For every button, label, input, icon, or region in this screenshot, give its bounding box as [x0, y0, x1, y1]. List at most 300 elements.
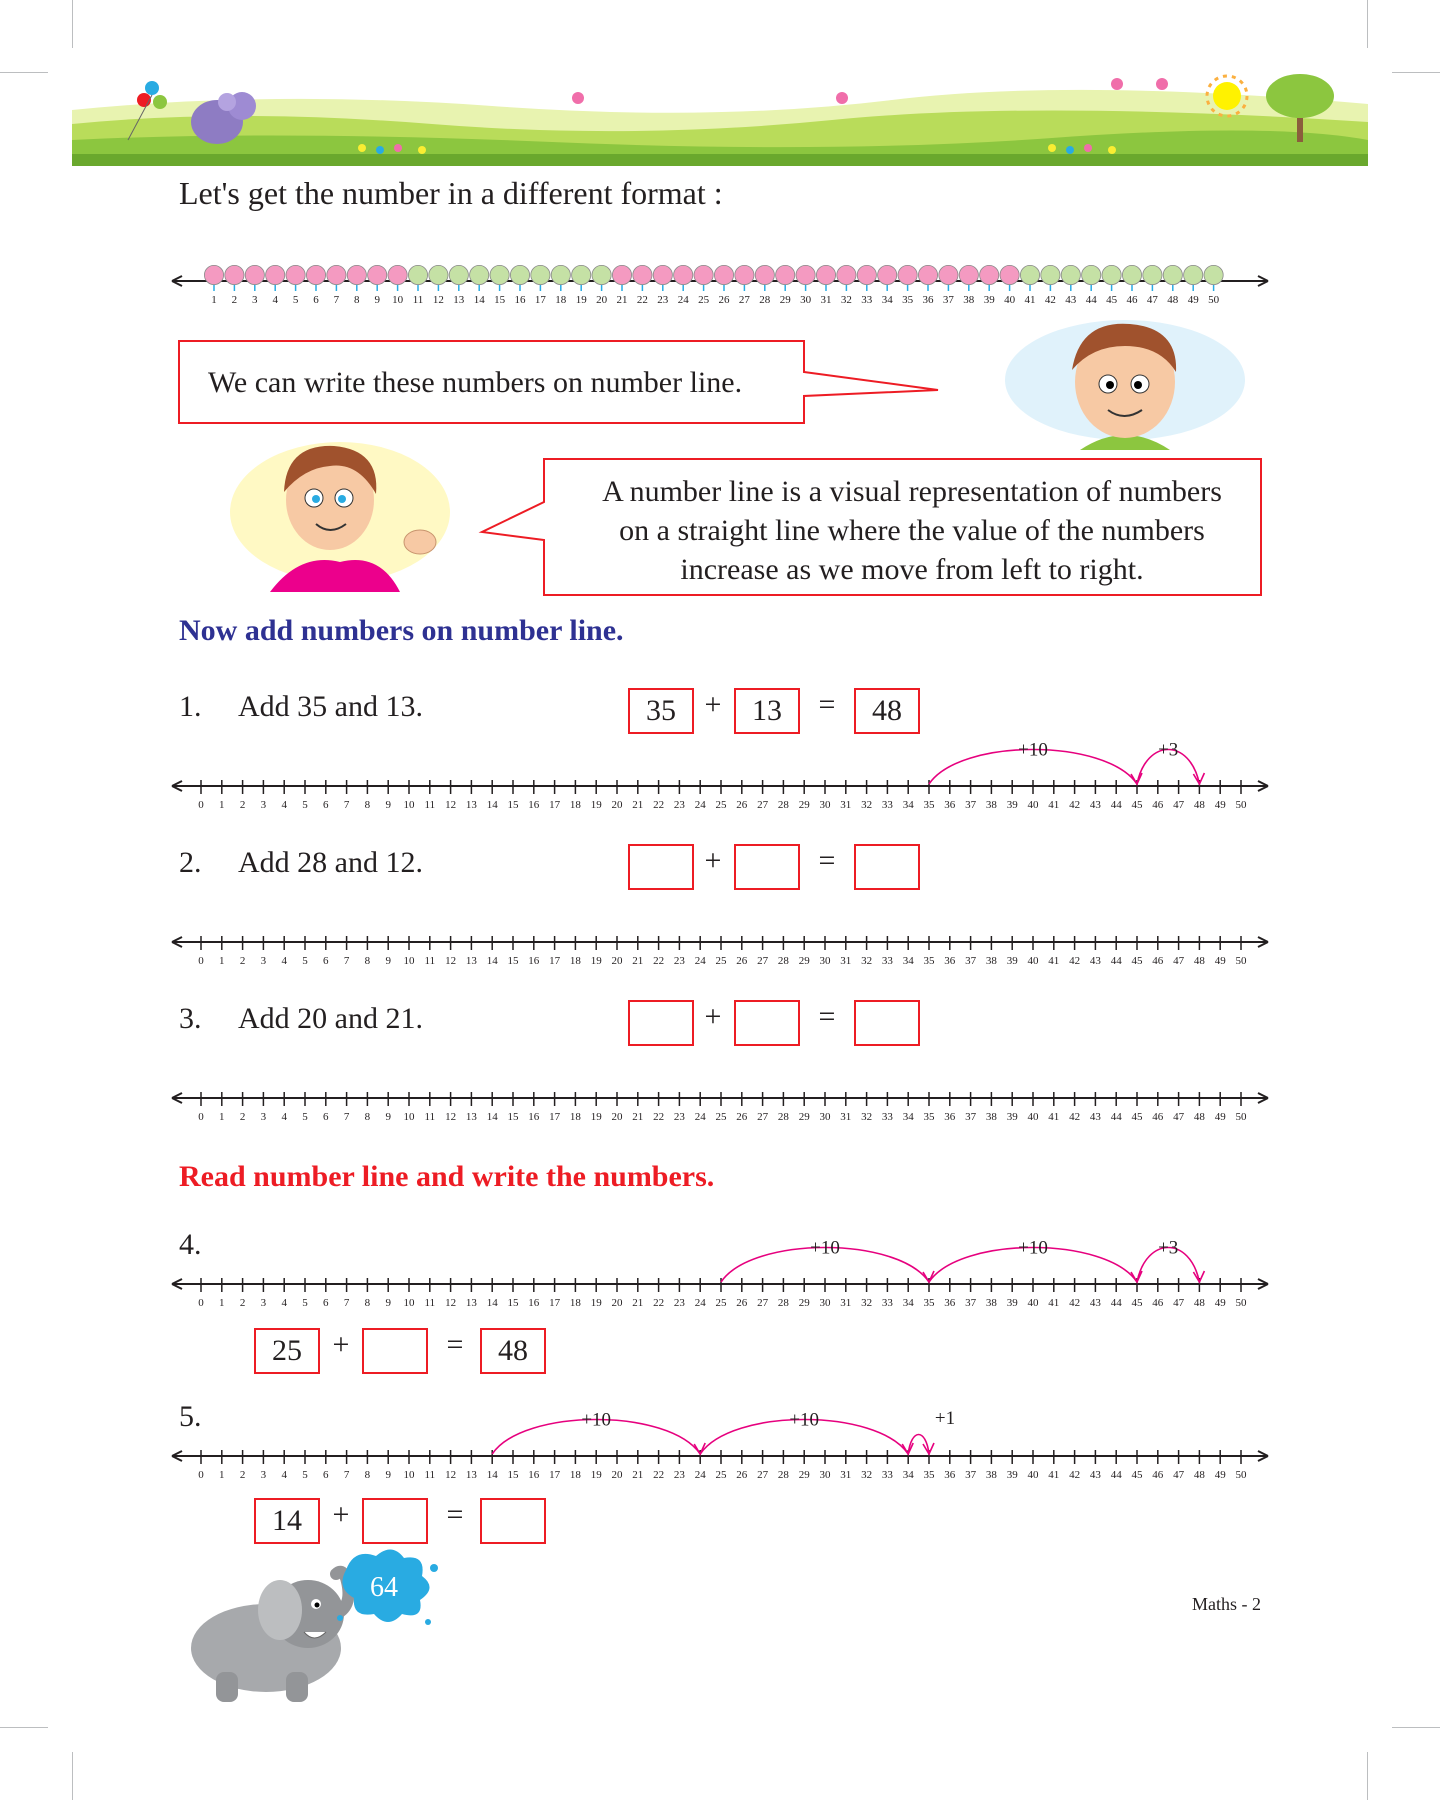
question-5-number: 5. [179, 1400, 202, 1433]
q3-number-line [170, 1072, 1270, 1132]
tick-label-30: 30 [819, 955, 831, 967]
question-3-text: Add 20 and 21. [238, 1002, 423, 1035]
bead-label-43: 43 [1065, 294, 1077, 306]
bead-47 [1143, 265, 1162, 284]
tick-label-46: 46 [1152, 799, 1164, 811]
tick-label-31: 31 [840, 1297, 852, 1309]
tick-label-48: 48 [1193, 799, 1205, 811]
tick-label-12: 12 [445, 1297, 457, 1309]
girl-speech-line-2: on a straight line where the value of the numbers [619, 514, 1205, 547]
tick-label-11: 11 [424, 955, 436, 967]
tick-label-19: 19 [590, 799, 602, 811]
tick-label-20: 20 [611, 955, 623, 967]
q2-addend-b-box[interactable] [734, 844, 800, 890]
tick-label-37: 37 [965, 1469, 977, 1481]
tick-label-38: 38 [985, 1111, 997, 1123]
tick-label-43: 43 [1089, 955, 1101, 967]
tick-label-13: 13 [465, 799, 477, 811]
tick-label-15: 15 [507, 1111, 519, 1123]
tick-label-1: 1 [219, 799, 225, 811]
q5-number-line [170, 1408, 1270, 1490]
bead-15 [490, 265, 509, 284]
tick-label-22: 22 [653, 1111, 665, 1123]
q3-plus-sign: + [704, 1000, 722, 1033]
bead-46 [1122, 265, 1141, 284]
tick-label-0: 0 [198, 1297, 204, 1309]
tick-label-35: 35 [923, 799, 935, 811]
bead-21 [612, 265, 631, 284]
tick-label-32: 32 [861, 955, 873, 967]
tick-label-42: 42 [1069, 799, 1081, 811]
tick-label-48: 48 [1193, 1297, 1205, 1309]
tick-label-44: 44 [1110, 799, 1122, 811]
q2-sum-box[interactable] [854, 844, 920, 890]
tick-label-30: 30 [819, 1469, 831, 1481]
tick-label-9: 9 [385, 799, 391, 811]
bead-label-3: 3 [252, 294, 258, 306]
tick-label-5: 5 [302, 1469, 308, 1481]
tick-label-18: 18 [569, 1297, 581, 1309]
tick-label-8: 8 [364, 955, 371, 967]
tick-label-41: 41 [1048, 955, 1060, 967]
tick-label-31: 31 [840, 1111, 852, 1123]
tick-label-7: 7 [343, 1297, 350, 1309]
tick-label-10: 10 [403, 1111, 415, 1123]
bead-label-32: 32 [840, 294, 852, 306]
tick-label-33: 33 [881, 955, 893, 967]
tick-label-44: 44 [1110, 1111, 1122, 1123]
tick-label-20: 20 [611, 1111, 623, 1123]
bead-49 [1184, 265, 1203, 284]
bead-39 [980, 265, 999, 284]
q3-addend-b-box[interactable] [734, 1000, 800, 1046]
tick-label-22: 22 [653, 1469, 665, 1481]
q4-number-line [170, 1237, 1270, 1318]
tick-label-19: 19 [590, 1297, 602, 1309]
tick-label-16: 16 [528, 1297, 540, 1309]
q1-sum-box[interactable]: 48 [854, 688, 920, 734]
bead-13 [449, 265, 468, 284]
bead-label-39: 39 [983, 294, 995, 306]
tick-label-29: 29 [798, 1111, 810, 1123]
tick-label-34: 34 [902, 1111, 914, 1123]
tick-label-1: 1 [219, 1469, 225, 1481]
bead-12 [429, 265, 448, 284]
q5-sum-box[interactable] [480, 1498, 546, 1544]
tick-label-44: 44 [1110, 1297, 1122, 1309]
tick-label-43: 43 [1089, 1469, 1101, 1481]
tick-label-16: 16 [528, 955, 540, 967]
tick-label-42: 42 [1069, 1111, 1081, 1123]
tick-label-38: 38 [985, 955, 997, 967]
tick-label-21: 21 [632, 1297, 644, 1309]
bead-label-7: 7 [333, 294, 340, 306]
tick-label-46: 46 [1152, 1469, 1164, 1481]
tick-label-27: 27 [757, 1297, 769, 1309]
q4-plus-sign: + [332, 1328, 350, 1361]
tick-label-2: 2 [239, 799, 246, 811]
q1-addend-b-box[interactable]: 13 [734, 688, 800, 734]
bead-36 [918, 265, 937, 284]
tick-label-0: 0 [198, 799, 204, 811]
bead-label-48: 48 [1167, 294, 1179, 306]
q4-addend-a-box[interactable]: 25 [254, 1328, 320, 1374]
tick-label-24: 24 [694, 799, 706, 811]
tick-label-36: 36 [944, 955, 956, 967]
question-1-number: 1. [179, 690, 202, 723]
tick-label-5: 5 [302, 1297, 308, 1309]
tick-label-11: 11 [424, 1111, 436, 1123]
tick-label-3: 3 [260, 1111, 267, 1123]
tick-label-12: 12 [445, 799, 457, 811]
bead-43 [1061, 265, 1080, 284]
bead-label-34: 34 [881, 294, 893, 306]
tick-label-1: 1 [219, 1297, 225, 1309]
bead-label-11: 11 [412, 294, 424, 306]
tick-label-8: 8 [364, 1469, 371, 1481]
tick-label-49: 49 [1214, 1469, 1226, 1481]
tick-label-25: 25 [715, 1469, 727, 1481]
tick-label-42: 42 [1069, 955, 1081, 967]
tick-label-34: 34 [902, 799, 914, 811]
tick-label-6: 6 [323, 799, 329, 811]
bead-18 [551, 265, 570, 284]
tick-label-10: 10 [403, 1297, 415, 1309]
tick-label-27: 27 [757, 1469, 769, 1481]
bead-label-24: 24 [677, 294, 689, 306]
tick-label-20: 20 [611, 799, 623, 811]
tick-label-25: 25 [715, 1297, 727, 1309]
question-2-number: 2. [179, 846, 202, 879]
tick-label-33: 33 [881, 1297, 893, 1309]
girl-speech-line-1: A number line is a visual representation of numbers [602, 475, 1222, 508]
bead-32 [837, 265, 856, 284]
bead-label-9: 9 [374, 294, 380, 306]
tick-label-41: 41 [1048, 1469, 1060, 1481]
tick-label-23: 23 [673, 1469, 685, 1481]
bead-label-31: 31 [820, 294, 832, 306]
tick-label-17: 17 [549, 1111, 561, 1123]
q5-plus-sign: + [332, 1498, 350, 1531]
boy-speech-bubble [178, 340, 938, 424]
tick-label-37: 37 [965, 955, 977, 967]
bead-label-21: 21 [616, 294, 628, 306]
question-2-text: Add 28 and 12. [238, 846, 423, 879]
tick-label-40: 40 [1027, 799, 1039, 811]
tick-label-2: 2 [239, 1297, 246, 1309]
girl-speech-line-3: increase as we move from left to right. [680, 553, 1144, 586]
bead-label-38: 38 [963, 294, 975, 306]
tick-label-14: 14 [486, 955, 498, 967]
tick-label-29: 29 [798, 1469, 810, 1481]
tick-label-49: 49 [1214, 955, 1226, 967]
bead-29 [776, 265, 795, 284]
bead-31 [816, 265, 835, 284]
tick-label-15: 15 [507, 799, 519, 811]
q5-addend-a-box[interactable]: 14 [254, 1498, 320, 1544]
bead-8 [347, 265, 366, 284]
tick-label-45: 45 [1131, 799, 1143, 811]
tick-label-18: 18 [569, 955, 581, 967]
tick-label-12: 12 [445, 1469, 457, 1481]
tick-label-48: 48 [1193, 1469, 1205, 1481]
q2-number-line [170, 916, 1270, 976]
tick-label-7: 7 [343, 1469, 350, 1481]
tick-label-16: 16 [528, 1111, 540, 1123]
tick-label-49: 49 [1214, 799, 1226, 811]
tick-label-35: 35 [923, 1469, 935, 1481]
tick-label-26: 26 [736, 955, 748, 967]
tick-label-44: 44 [1110, 1469, 1122, 1481]
tick-label-37: 37 [965, 1111, 977, 1123]
bead-22 [633, 265, 652, 284]
elephant-page-number-illustration [176, 1548, 456, 1708]
tick-label-27: 27 [757, 1111, 769, 1123]
bead-label-15: 15 [494, 294, 506, 306]
tick-label-47: 47 [1173, 1297, 1185, 1309]
bead-number-line [170, 255, 1270, 315]
q1-addend-a-box[interactable]: 35 [628, 688, 694, 734]
bead-label-5: 5 [292, 294, 299, 306]
q3-equals-sign: = [818, 1000, 836, 1033]
tick-label-42: 42 [1069, 1297, 1081, 1309]
bead-label-28: 28 [759, 294, 771, 306]
tick-label-38: 38 [985, 1297, 997, 1309]
bead-label-35: 35 [902, 294, 914, 306]
bead-label-42: 42 [1044, 294, 1056, 306]
tick-label-28: 28 [777, 1469, 789, 1481]
bead-20 [592, 265, 611, 284]
tick-label-39: 39 [1006, 1111, 1018, 1123]
tick-label-18: 18 [569, 799, 581, 811]
bead-33 [857, 265, 876, 284]
tick-label-3: 3 [260, 799, 267, 811]
bead-4 [266, 265, 285, 284]
tick-label-28: 28 [777, 799, 789, 811]
bead-42 [1041, 265, 1060, 284]
tick-label-50: 50 [1235, 955, 1247, 967]
question-1-text: Add 35 and 13. [238, 690, 423, 723]
q5-equals-sign: = [446, 1498, 464, 1531]
tick-label-8: 8 [364, 1111, 371, 1123]
tick-label-17: 17 [549, 799, 561, 811]
q2-addend-a-box[interactable] [628, 844, 694, 890]
tick-label-29: 29 [798, 955, 810, 967]
bead-26 [714, 265, 733, 284]
tick-label-4: 4 [281, 955, 287, 967]
tick-label-4: 4 [281, 1469, 287, 1481]
elephant-icon [191, 1572, 348, 1702]
jump-label-2: +3 [1158, 1237, 1179, 1259]
tick-label-13: 13 [465, 955, 477, 967]
tick-label-7: 7 [343, 1111, 350, 1123]
tick-label-34: 34 [902, 955, 914, 967]
bead-23 [653, 265, 672, 284]
tick-label-48: 48 [1193, 955, 1205, 967]
tick-label-45: 45 [1131, 1297, 1143, 1309]
tick-label-39: 39 [1006, 799, 1018, 811]
tick-label-30: 30 [819, 1297, 831, 1309]
jump-label-0: +10 [1018, 739, 1048, 761]
tick-label-23: 23 [673, 955, 685, 967]
tick-label-33: 33 [881, 1111, 893, 1123]
bead-label-29: 29 [779, 294, 791, 306]
tick-label-43: 43 [1089, 1111, 1101, 1123]
tick-label-2: 2 [239, 1469, 246, 1481]
bead-label-47: 47 [1146, 294, 1158, 306]
q1-number-line [170, 739, 1270, 820]
tick-label-40: 40 [1027, 1469, 1039, 1481]
tick-label-9: 9 [385, 1469, 391, 1481]
tick-label-15: 15 [507, 1297, 519, 1309]
tick-label-0: 0 [198, 1469, 204, 1481]
tick-label-47: 47 [1173, 799, 1185, 811]
tick-label-22: 22 [653, 1297, 665, 1309]
tick-label-26: 26 [736, 1111, 748, 1123]
bead-9 [368, 265, 387, 284]
bead-label-26: 26 [718, 294, 730, 306]
tick-label-31: 31 [840, 955, 852, 967]
bead-label-4: 4 [272, 294, 278, 306]
tick-label-32: 32 [861, 1469, 873, 1481]
q1-plus-sign: + [704, 688, 722, 721]
tick-label-17: 17 [549, 955, 561, 967]
bead-1 [204, 265, 223, 284]
boy-illustration [1000, 310, 1250, 450]
tick-label-46: 46 [1152, 1111, 1164, 1123]
tick-label-31: 31 [840, 1469, 852, 1481]
q3-addend-a-box[interactable] [628, 1000, 694, 1046]
tick-label-31: 31 [840, 799, 852, 811]
tick-label-36: 36 [944, 799, 956, 811]
bead-14 [470, 265, 489, 284]
tick-label-40: 40 [1027, 955, 1039, 967]
bead-25 [694, 265, 713, 284]
tick-label-45: 45 [1131, 955, 1143, 967]
bead-34 [878, 265, 897, 284]
bead-label-41: 41 [1024, 294, 1036, 306]
bead-label-37: 37 [942, 294, 954, 306]
tick-label-37: 37 [965, 1297, 977, 1309]
section-title-read: Read number line and write the numbers. [179, 1160, 715, 1193]
tick-label-5: 5 [302, 955, 308, 967]
tick-label-18: 18 [569, 1469, 581, 1481]
tick-label-40: 40 [1027, 1111, 1039, 1123]
tick-label-39: 39 [1006, 1297, 1018, 1309]
q4-addend-b-box[interactable] [362, 1328, 428, 1374]
tick-label-12: 12 [445, 955, 457, 967]
bead-label-50: 50 [1208, 294, 1220, 306]
tick-label-3: 3 [260, 1297, 267, 1309]
tick-label-25: 25 [715, 1111, 727, 1123]
bead-label-46: 46 [1126, 294, 1138, 306]
tick-label-49: 49 [1214, 1111, 1226, 1123]
tick-label-47: 47 [1173, 955, 1185, 967]
tick-label-22: 22 [653, 955, 665, 967]
bead-35 [898, 265, 917, 284]
tick-label-17: 17 [549, 1469, 561, 1481]
tick-label-5: 5 [302, 1111, 308, 1123]
tick-label-8: 8 [364, 799, 371, 811]
tick-label-41: 41 [1048, 1297, 1060, 1309]
tick-label-47: 47 [1173, 1111, 1185, 1123]
bead-50 [1204, 265, 1223, 284]
bead-label-22: 22 [636, 294, 648, 306]
bead-label-23: 23 [657, 294, 669, 306]
bead-label-1: 1 [211, 294, 217, 306]
bead-label-27: 27 [738, 294, 750, 306]
tick-label-0: 0 [198, 1111, 204, 1123]
tick-label-24: 24 [694, 1111, 706, 1123]
bead-label-12: 12 [432, 294, 444, 306]
tick-label-3: 3 [260, 1469, 267, 1481]
tick-label-22: 22 [653, 799, 665, 811]
tick-label-11: 11 [424, 799, 436, 811]
question-3-number: 3. [179, 1002, 202, 1035]
tick-label-47: 47 [1173, 1469, 1185, 1481]
bead-label-8: 8 [354, 294, 360, 306]
tick-label-15: 15 [507, 1469, 519, 1481]
q3-sum-box[interactable] [854, 1000, 920, 1046]
tick-label-18: 18 [569, 1111, 581, 1123]
tick-label-14: 14 [486, 1297, 498, 1309]
tick-label-4: 4 [281, 1111, 287, 1123]
tick-label-3: 3 [260, 955, 267, 967]
tick-label-24: 24 [694, 1469, 706, 1481]
tick-label-43: 43 [1089, 799, 1101, 811]
tick-label-11: 11 [424, 1297, 436, 1309]
tick-label-7: 7 [343, 955, 350, 967]
tick-label-30: 30 [819, 799, 831, 811]
tick-label-50: 50 [1235, 1111, 1247, 1123]
tick-label-50: 50 [1235, 1469, 1247, 1481]
tick-label-6: 6 [323, 955, 329, 967]
tick-label-36: 36 [944, 1111, 956, 1123]
tick-label-20: 20 [611, 1297, 623, 1309]
tick-label-40: 40 [1027, 1297, 1039, 1309]
bead-label-25: 25 [698, 294, 710, 306]
q5-addend-b-box[interactable] [362, 1498, 428, 1544]
tick-label-32: 32 [861, 1297, 873, 1309]
tick-label-26: 26 [736, 1297, 748, 1309]
tick-label-11: 11 [424, 1469, 436, 1481]
tick-label-26: 26 [736, 1469, 748, 1481]
bead-3 [245, 265, 264, 284]
tick-label-4: 4 [281, 1297, 287, 1309]
tick-label-48: 48 [1193, 1111, 1205, 1123]
bead-label-44: 44 [1085, 294, 1097, 306]
tick-label-37: 37 [965, 799, 977, 811]
tick-label-12: 12 [445, 1111, 457, 1123]
tick-label-36: 36 [944, 1469, 956, 1481]
bead-label-45: 45 [1106, 294, 1118, 306]
bead-label-16: 16 [514, 294, 526, 306]
bead-label-18: 18 [555, 294, 567, 306]
tick-label-10: 10 [403, 955, 415, 967]
tick-label-23: 23 [673, 799, 685, 811]
tick-label-46: 46 [1152, 1297, 1164, 1309]
tick-label-14: 14 [486, 799, 498, 811]
bead-11 [408, 265, 427, 284]
tick-label-9: 9 [385, 955, 391, 967]
bead-label-49: 49 [1187, 294, 1199, 306]
bead-label-30: 30 [800, 294, 812, 306]
tick-label-33: 33 [881, 799, 893, 811]
bead-label-10: 10 [392, 294, 404, 306]
tick-label-43: 43 [1089, 1297, 1101, 1309]
tick-label-30: 30 [819, 1111, 831, 1123]
q4-sum-box[interactable]: 48 [480, 1328, 546, 1374]
